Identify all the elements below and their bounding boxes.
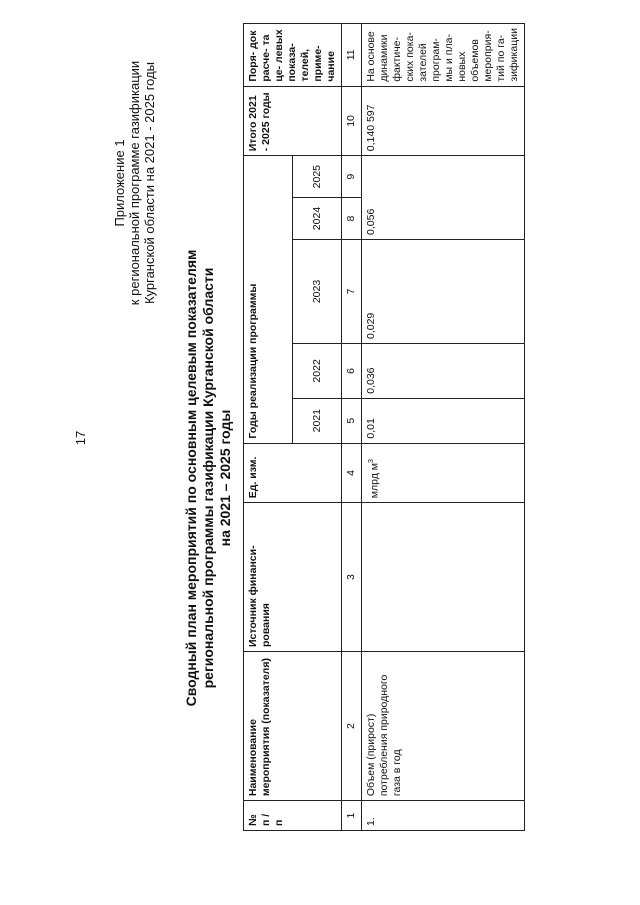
header-year-2021: 2021 — [293, 398, 342, 443]
title-line-1: Сводный план мероприятий по основным целевым показателям — [183, 249, 199, 707]
header-unit: Ед. изм. — [244, 443, 342, 503]
table-header-row-1 — [244, 24, 293, 831]
appendix-line-2: к региональной программе газификации — [127, 60, 142, 306]
header-year-2025: 2025 — [293, 156, 342, 198]
appendix-header — [112, 18, 157, 348]
row-value-2021: 0,01 — [362, 398, 525, 443]
colnum-6: 6 — [342, 344, 362, 399]
row-value-2024: 0,056 — [362, 156, 525, 240]
colnum-3: 3 — [342, 503, 362, 652]
colnum-11: 11 — [342, 24, 362, 87]
appendix-line-1: Приложение 1 — [112, 139, 127, 227]
row-total: 0,140 597 — [362, 86, 525, 156]
row-num: 1. — [362, 801, 525, 831]
title-line-2: региональной программы газификации Курганской области — [200, 267, 216, 689]
row-value-2023: 0,029 — [362, 239, 525, 343]
colnum-8: 8 — [342, 198, 362, 240]
row-source — [362, 503, 525, 652]
colnum-4: 4 — [342, 443, 362, 503]
appendix-line-3: Курганской области на 2021 - 2025 годы — [142, 61, 157, 305]
rotated-landscape-content — [0, 8, 610, 868]
header-year-2023: 2023 — [293, 239, 342, 343]
colnum-1: 1 — [342, 801, 362, 831]
header-num: № п / п — [244, 801, 342, 831]
header-year-2024: 2024 — [293, 198, 342, 240]
row-unit-text: млрд м — [368, 463, 381, 499]
colnum-7: 7 — [342, 239, 362, 343]
page-number: 17 — [73, 430, 88, 446]
indicators-table — [243, 23, 525, 831]
colnum-2: 2 — [342, 651, 362, 800]
row-method: На основе динамики фактиче- ских пока- зателей програм- мы и пла- новых объемов мероприя- тий по га- зификации — [362, 24, 525, 87]
row-unit — [362, 443, 525, 503]
table-row — [362, 24, 525, 831]
colnum-10: 10 — [342, 86, 362, 156]
header-method: Поря- док расче- та це- левых показа- телей, приме- чание — [244, 24, 342, 87]
title-line-3: на 2021 – 2025 годы — [217, 409, 233, 547]
header-name: Наименование мероприятия (показателя) — [244, 651, 342, 800]
column-numbers-row — [342, 24, 362, 831]
colnum-5: 5 — [342, 398, 362, 443]
colnum-9: 9 — [342, 156, 362, 198]
header-year-2022: 2022 — [293, 344, 342, 399]
row-value-2022: 0,036 — [362, 344, 525, 399]
row-unit-sup: 3 — [368, 459, 375, 463]
header-total: Итого 2021 - 2025 годы — [244, 86, 342, 156]
header-years-group: Годы реализации программы — [244, 156, 293, 443]
document-title — [183, 158, 234, 798]
row-name: Объем (прирост) потребления природного газа в год — [362, 651, 525, 800]
header-source: Источник финанси- рования — [244, 503, 342, 652]
